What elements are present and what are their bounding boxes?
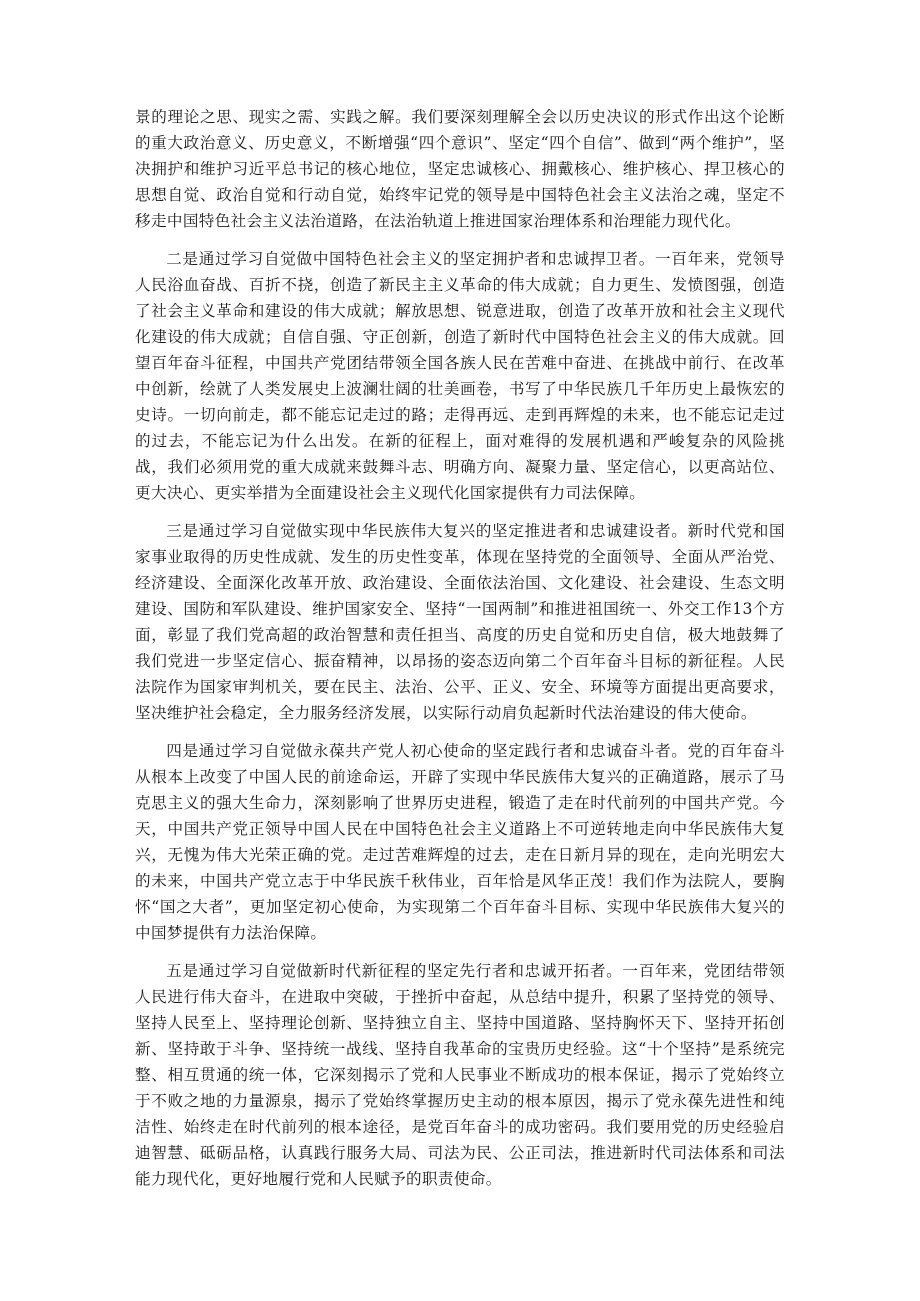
paragraph-point-five: 五是通过学习自觉做新时代新征程的坚定先行者和忠诚开拓者。一百年来，党团结带领人民进行伟大奋斗，在进取中突破，于挫折中奋起，从总结中提升，积累了坚持党的领导、坚持人民至上、坚持理论创新、坚持独立自主、坚持中国道路、坚持胸怀天下、坚持开拓创新、坚持敢于斗争、坚持统一战线、坚持自我革命的宝贵历史经验。这“十个坚持”是系统完整、相互贯通的统一体，它深刻揭示了党和人民事业不断成功的根本保证，揭示了党始终立于不败之地的力量源泉，揭示了党始终掌握历史主动的根本原因，揭示了党永葆先进性和纯洁性、始终走在时代前列的根本途径，是党百年奋斗的成功密码。我们要用党的历史经验启迪智慧、砥砺品格，认真践行服务大局、司法为民、公正司法，推进新时代司法体系和司法能力现代化，更好地履行党和人民赋予的职责使命。 — [135, 962, 785, 1188]
paragraph-point-four: 四是通过学习自觉做永葆共产党人初心使命的坚定践行者和忠诚奋斗者。党的百年奋斗从根本上改变了中国人民的前途命运，开辟了实现中华民族伟大复兴的正确道路，展示了马克思主义的强大生命力，深刻影响了世界历史进程，锻造了走在时代前列的中国共产党。今天，中国共产党正领导中国人民在中国特色社会主义道路上不可逆转地走向中华民族伟大复兴，无愧为伟大光荣正确的党。走过苦难辉煌的过去，走在日新月异的现在，走向光明宏大的未来，中国共产党立志于中华民族千秋伟业，百年恰是风华正茂！我们作为法院人，要胸怀“国之大者”，更加坚定初心使命，为实现第二个百年奋斗目标、实现中华民族伟大复兴的中国梦提供有力法治保障。 — [135, 742, 785, 942]
document-page — [135, 104, 785, 1204]
paragraph-continuation: 景的理论之思、现实之需、实践之解。我们要深刻理解全会以历史决议的形式作出这个论断的重大政治意义、历史意义，不断增强“四个意识”、坚定“四个自信”、做到“两个维护”，坚决拥护和维护习近平总书记的核心地位，坚定忠诚核心、拥戴核心、维护核心、捍卫核心的思想自觉、政治自觉和行动自觉，始终牢记党的领导是中国特色社会主义法治之魂，坚定不移走中国特色社会主义法治道路，在法治轨道上推进国家治理体系和治理能力现代化。 — [135, 108, 785, 230]
paragraph-point-three: 三是通过学习自觉做实现中华民族伟大复兴的坚定推进者和忠诚建设者。新时代党和国家事业取得的历史性成就、发生的历史性变革，体现在坚持党的全面领导、全面从严治党、经济建设、全面深化改革开放、政治建设、全面依法治国、文化建设、社会建设、生态文明建设、国防和军队建设、维护国家安全、坚持“一国两制”和推进祖国统一、外交工作13个方面，彰显了我们党高超的政治智慧和责任担当、高度的历史自觉和历史自信，极大地鼓舞了我们党进一步坚定信心、振奋精神，以昂扬的姿态迈向第二个百年奋斗目标的新征程。人民法院作为国家审判机关，要在民主、法治、公平、正义、安全、环境等方面提出更高要求，坚决维护社会稳定，全力服务经济发展，以实际行动肩负起新时代法治建设的伟大使命。 — [135, 522, 785, 722]
paragraph-point-two: 二是通过学习自觉做中国特色社会主义的坚定拥护者和忠诚捍卫者。一百年来，党领导人民浴血奋战、百折不挠，创造了新民主主义革命的伟大成就；自力更生、发愤图强，创造了社会主义革命和建设的伟大成就；解放思想、锐意进取，创造了改革开放和社会主义现代化建设的伟大成就；自信自强、守正创新，创造了新时代中国特色社会主义的伟大成就。回望百年奋斗征程，中国共产党团结带领全国各族人民在苦难中奋进、在挑战中前行、在改革中创新，绘就了人类发展史上波澜壮阔的壮美画卷，书写了中华民族几千年历史上最恢宏的史诗。一切向前走，都不能忘记走过的路；走得再远、走到再辉煌的未来，也不能忘记走过的过去，不能忘记为什么出发。在新的征程上，面对难得的发展机遇和严峻复杂的风险挑战，我们必须用党的重大成就来鼓舞斗志、明确方向、凝聚力量、坚定信心，以更高站位、更大决心、更实举措为全面建设社会主义现代化国家提供有力司法保障。 — [135, 250, 785, 502]
